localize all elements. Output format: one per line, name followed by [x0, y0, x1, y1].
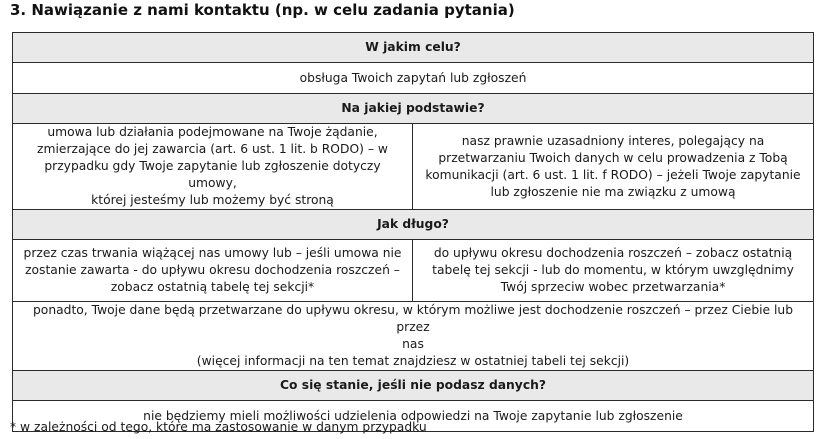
duration-note-line: nas: [402, 337, 424, 351]
basis-right-line: przetwarzaniu Twoich danych w celu prowadzenia z Tobą: [438, 150, 788, 165]
basis-header: Na jakiej podstawie?: [13, 94, 814, 124]
purpose-header-row: [13, 33, 814, 63]
duration-header-row: [13, 210, 814, 240]
duration-contract-cell: [13, 240, 413, 302]
basis-right-line: nasz prawnie uzasadniony interes, polegający na: [461, 133, 765, 148]
section-title: 3. Nawiązanie z nami kontaktu (np. w celu zadania pytania): [10, 1, 515, 19]
duration-header: Jak długo?: [13, 210, 814, 240]
basis-left-line: zmierzające do jej zawarcia (art. 6 ust. 1 lit. b RODO) – w: [37, 142, 388, 156]
duration-right-line: Twój sprzeciw wobec przetwarzania*: [500, 280, 726, 294]
basis-header-row: [13, 94, 814, 124]
duration-left-line: zobacz ostatnią tabelę tej sekcji*: [110, 280, 315, 294]
duration-left-line: zostanie zawarta - do upływu okresu dochodzenia roszczeń –: [25, 263, 400, 277]
duration-right-line: do upływu okresu dochodzenia roszczeń – zobacz ostatnią: [433, 246, 793, 260]
duration-objection-cell: [413, 240, 814, 302]
duration-note-cell: [13, 302, 814, 371]
basis-row: [13, 124, 814, 210]
duration-left-line: przez czas trwania wiążącej nas umowy lub – jeśli umowa nie: [23, 246, 402, 260]
basis-right-line: lub zgłoszenie nie ma związku z umową: [490, 184, 736, 199]
basis-right-line: komunikacji (art. 6 ust. 1 lit. f RODO) – jeżeli Twoje zapytanie: [425, 167, 801, 182]
basis-left-line: przypadku gdy Twoje zapytanie lub zgłoszenie dotyczy umowy,: [44, 159, 381, 190]
basis-interest-cell: [413, 124, 814, 210]
basis-left-line: której jesteśmy lub możemy być stroną: [91, 193, 334, 207]
basis-left-line: umowa lub działania podejmowane na Twoje żądanie,: [47, 125, 378, 139]
duration-note-line: ponadto, Twoje dane będą przetwarzane do upływu okresu, w którym możliwe jest dochodzenie roszczeń – przez Ciebie lub przez: [32, 303, 794, 334]
info-table: [12, 32, 814, 432]
purpose-header: W jakim celu?: [13, 33, 814, 63]
consequence-text: nie będziemy mieli możliwości udzielenia odpowiedzi na Twoje zapytanie lub zgłoszenie: [13, 401, 814, 432]
footnote: * w zależności od tego, które ma zastosowanie w danym przypadku: [10, 420, 427, 434]
duration-row: [13, 240, 814, 302]
basis-contract-cell: [13, 124, 413, 210]
consequence-header: Co się stanie, jeśli nie podasz danych?: [13, 371, 814, 401]
consequence-header-row: [13, 371, 814, 401]
duration-note-row: [13, 302, 814, 371]
purpose-text: obsługa Twoich zapytań lub zgłoszeń: [13, 63, 814, 94]
duration-right-line: tabelę tej sekcji - lub do momentu, w którym uwzględnimy: [432, 263, 794, 277]
duration-note-line: (więcej informacji na ten temat znajdziesz w ostatniej tabeli tej sekcji): [196, 354, 630, 368]
purpose-row: [13, 63, 814, 94]
